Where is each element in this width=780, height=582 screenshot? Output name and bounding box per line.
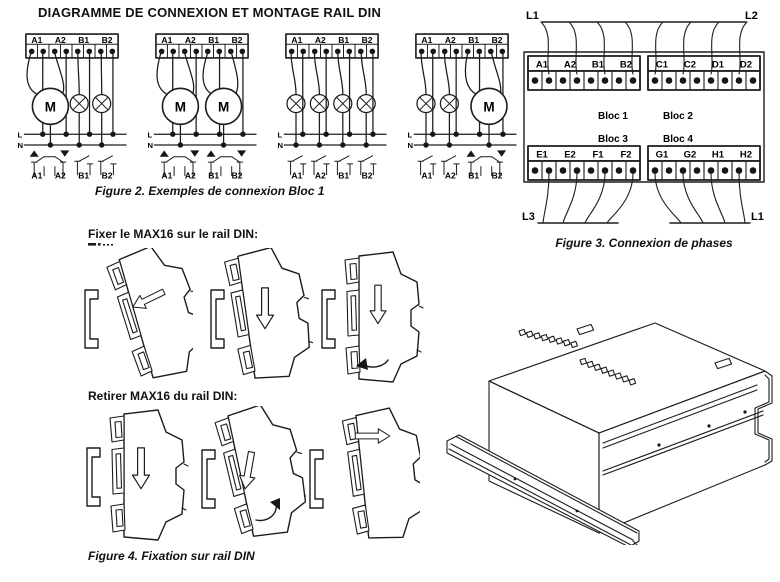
din-module-drawing (213, 406, 306, 542)
svg-text:A1: A1 (535, 59, 549, 71)
svg-text:L3: L3 (522, 211, 535, 223)
svg-text:E1: E1 (536, 149, 548, 161)
svg-text:A2: A2 (184, 170, 196, 181)
page-title: DIAGRAMME DE CONNEXION ET MONTAGE RAIL DIN (38, 5, 382, 20)
fix-step-2-illustration (203, 248, 313, 388)
svg-text:D1: D1 (711, 59, 725, 71)
svg-text:N: N (407, 141, 414, 151)
wiring-diagram-motor-two-lamps (16, 28, 128, 181)
svg-text:Bloc 2: Bloc 2 (662, 111, 694, 122)
terminal-row (519, 329, 577, 347)
svg-text:A2: A2 (54, 34, 66, 45)
wiring-diagram-four-lamps (276, 28, 388, 181)
svg-text:A1: A1 (421, 170, 433, 181)
remove-step-3-illustration (308, 406, 420, 546)
svg-text:B2: B2 (231, 34, 243, 45)
terminal-row (580, 358, 636, 385)
svg-text:B2: B2 (491, 34, 503, 45)
svg-text:B1: B1 (78, 34, 90, 45)
din-module-drawing (345, 252, 423, 382)
svg-text:A1: A1 (31, 34, 43, 45)
svg-text:N: N (17, 141, 24, 151)
svg-text:Bloc 4: Bloc 4 (662, 134, 694, 145)
phase-connection-diagram (518, 4, 770, 236)
lamp-symbol (70, 95, 88, 113)
svg-text:B1: B1 (468, 170, 480, 181)
svg-text:H1: H1 (711, 149, 725, 161)
din-rail-bar (447, 435, 639, 545)
svg-text:B1: B1 (78, 170, 90, 181)
svg-text:B2: B2 (361, 34, 373, 45)
svg-text:G1: G1 (655, 149, 669, 161)
fix-heading: Fixer le MAX16 sur le rail DIN: (88, 227, 259, 241)
svg-text:B1: B1 (591, 59, 605, 71)
svg-text:Bloc 1: Bloc 1 (597, 111, 629, 122)
svg-text:L: L (147, 130, 153, 140)
svg-text:B1: B1 (338, 34, 350, 45)
svg-text:A2: A2 (314, 34, 326, 45)
svg-text:L: L (17, 130, 23, 140)
svg-text:F1: F1 (592, 149, 604, 161)
svg-text:A1: A1 (291, 170, 303, 181)
figure2-caption: Figure 2. Exemples de connexion Bloc 1 (95, 184, 325, 198)
svg-text:L1: L1 (526, 10, 539, 22)
fix-step-3-illustration (318, 248, 428, 388)
svg-text:B1: B1 (468, 34, 480, 45)
svg-text:M: M (174, 99, 187, 115)
din-rail-profile (202, 450, 215, 508)
lamp-symbol (93, 95, 111, 113)
front-grooves (603, 385, 763, 475)
max16-3d-drawing (427, 283, 777, 545)
figure4-caption: Figure 4. Fixation sur rail DIN (88, 549, 255, 563)
fix-step-1-illustration (83, 248, 193, 388)
svg-text:B1: B1 (208, 170, 220, 181)
svg-text:N: N (147, 141, 154, 151)
svg-text:G2: G2 (683, 149, 697, 161)
svg-text:C2: C2 (683, 59, 697, 71)
svg-text:B2: B2 (491, 170, 503, 181)
svg-text:A1: A1 (161, 34, 173, 45)
svg-text:L2: L2 (745, 10, 758, 22)
svg-text:M: M (44, 99, 57, 115)
svg-text:N: N (277, 141, 284, 151)
svg-text:A1: A1 (161, 170, 173, 181)
svg-text:M: M (483, 99, 495, 115)
svg-text:L: L (277, 130, 283, 140)
svg-text:F2: F2 (620, 149, 632, 161)
svg-text:A2: A2 (444, 170, 456, 181)
wiring-diagram-two-lamps-motor (406, 28, 518, 181)
svg-text:B2: B2 (361, 170, 373, 181)
svg-text:A2: A2 (314, 170, 326, 181)
svg-text:A2: A2 (444, 34, 456, 45)
wiring-diagram-two-motors (146, 28, 258, 181)
din-module-drawing (342, 406, 420, 542)
svg-text:B2: B2 (619, 59, 633, 71)
svg-text:M: M (217, 99, 230, 115)
svg-text:C1: C1 (655, 59, 669, 71)
din-rail-profile (87, 448, 100, 506)
din-rail-profile (322, 290, 335, 348)
svg-text:A2: A2 (54, 170, 66, 181)
svg-text:B1: B1 (338, 170, 350, 181)
svg-text:A1: A1 (421, 34, 433, 45)
svg-text:B2: B2 (101, 170, 113, 181)
svg-text:H2: H2 (739, 149, 753, 161)
svg-text:D2: D2 (739, 59, 753, 71)
svg-text:B1: B1 (208, 34, 220, 45)
svg-text:A1: A1 (291, 34, 303, 45)
svg-text:L1: L1 (751, 211, 764, 223)
svg-text:E2: E2 (564, 149, 576, 161)
svg-text:B2: B2 (101, 34, 113, 45)
figure3-caption: Figure 3. Connexion de phases (555, 236, 733, 250)
svg-text:L: L (407, 130, 413, 140)
din-module-drawing (105, 248, 193, 385)
din-rail-profile (211, 290, 224, 348)
remove-heading: Retirer MAX16 du rail DIN: (88, 389, 238, 403)
svg-text:A1: A1 (31, 170, 43, 181)
din-rail-profile (310, 450, 323, 508)
din-rail-profile (85, 290, 98, 348)
remove-step-1-illustration (83, 406, 193, 546)
svg-text:Bloc 3: Bloc 3 (597, 134, 629, 145)
svg-text:A2: A2 (184, 34, 196, 45)
svg-text:B2: B2 (231, 170, 243, 181)
svg-text:A2: A2 (563, 59, 577, 71)
remove-step-2-illustration (196, 406, 306, 546)
